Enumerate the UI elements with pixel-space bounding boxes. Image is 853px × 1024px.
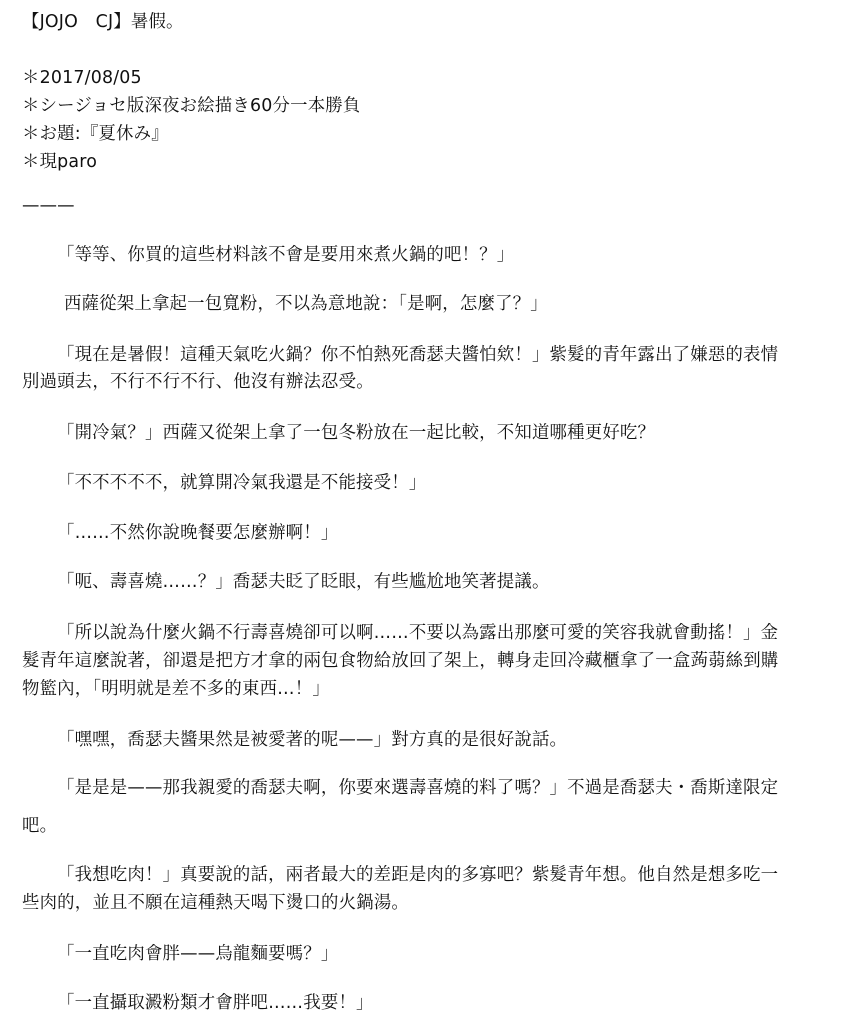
meta-event: ＊シージョセ版深夜お絵描き60分一本勝負 xyxy=(22,96,361,116)
paragraph-10-line-2: 吧。 xyxy=(22,816,58,836)
meta-setting: ＊現paro xyxy=(22,152,98,172)
paragraph-12: 「一直吃肉會胖——烏龍麵要嗎？」 xyxy=(57,944,339,964)
paragraph-3-line-2: 別過頭去，不行不行不行、他沒有辦法忍受。 xyxy=(22,372,374,392)
paragraph-9: 「嘿嘿，喬瑟夫醬果然是被愛著的呢——」對方真的是很好說話。 xyxy=(57,730,568,750)
meta-date: ＊2017/08/05 xyxy=(22,68,142,88)
paragraph-6: 「……不然你說晚餐要怎麼辦啊！」 xyxy=(57,523,339,543)
paragraph-7: 「呃、壽喜燒……？」喬瑟夫眨了眨眼，有些尴尬地笑著提議。 xyxy=(57,572,550,592)
story-title: 【JOJO CJ】暑假。 xyxy=(22,12,184,32)
section-divider: ——— xyxy=(22,196,75,216)
paragraph-3-line-1: 「現在是暑假！這種天氣吃火鍋？你不怕熱死喬瑟夫醬怕欸！」紫髮的青年露出了嫌惡的表情 xyxy=(57,345,779,365)
paragraph-13: 「一直攝取澱粉類才會胖吧……我要！」 xyxy=(57,993,374,1013)
paragraph-8-line-1: 「所以說為什麼火鍋不行壽喜燒卻可以啊……不要以為露出那麼可愛的笑容我就會動搖！」金 xyxy=(57,623,779,643)
paragraph-2: 西薩從架上拿起一包寬粉，不以為意地說：「是啊，怎麼了？」 xyxy=(64,294,548,314)
paragraph-8-line-2: 髮青年這麼說著，卻還是把方才拿的兩包食物給放回了架上，轉身走回冷藏櫃拿了一盒蒟蒻絲到購 xyxy=(22,651,779,671)
paragraph-4: 「開冷氣？」西薩又從架上拿了一包冬粉放在一起比較，不知道哪種更好吃？ xyxy=(57,423,656,443)
meta-theme: ＊お題:『夏休み』 xyxy=(22,124,169,144)
paragraph-8-line-3: 物籃內，「明明就是差不多的東西…！」 xyxy=(22,679,330,699)
paragraph-1: 「等等、你買的這些材料該不會是要用來煮火鍋的吧！？」 xyxy=(57,245,515,265)
paragraph-10-line-1: 「是是是——那我親愛的喬瑟夫啊，你要來選壽喜燒的料了嗎？」不過是喬瑟夫・喬斯達限定 xyxy=(57,778,779,798)
paragraph-11-line-2: 些肉的，並且不願在這種熱天喝下燙口的火鍋湯。 xyxy=(22,893,409,913)
paragraph-5: 「不不不不不，就算開冷氣我還是不能接受！」 xyxy=(57,473,427,493)
paragraph-11-line-1: 「我想吃肉！」真要說的話，兩者最大的差距是肉的多寡吧？紫髮青年想。他自然是想多吃一 xyxy=(57,865,779,885)
